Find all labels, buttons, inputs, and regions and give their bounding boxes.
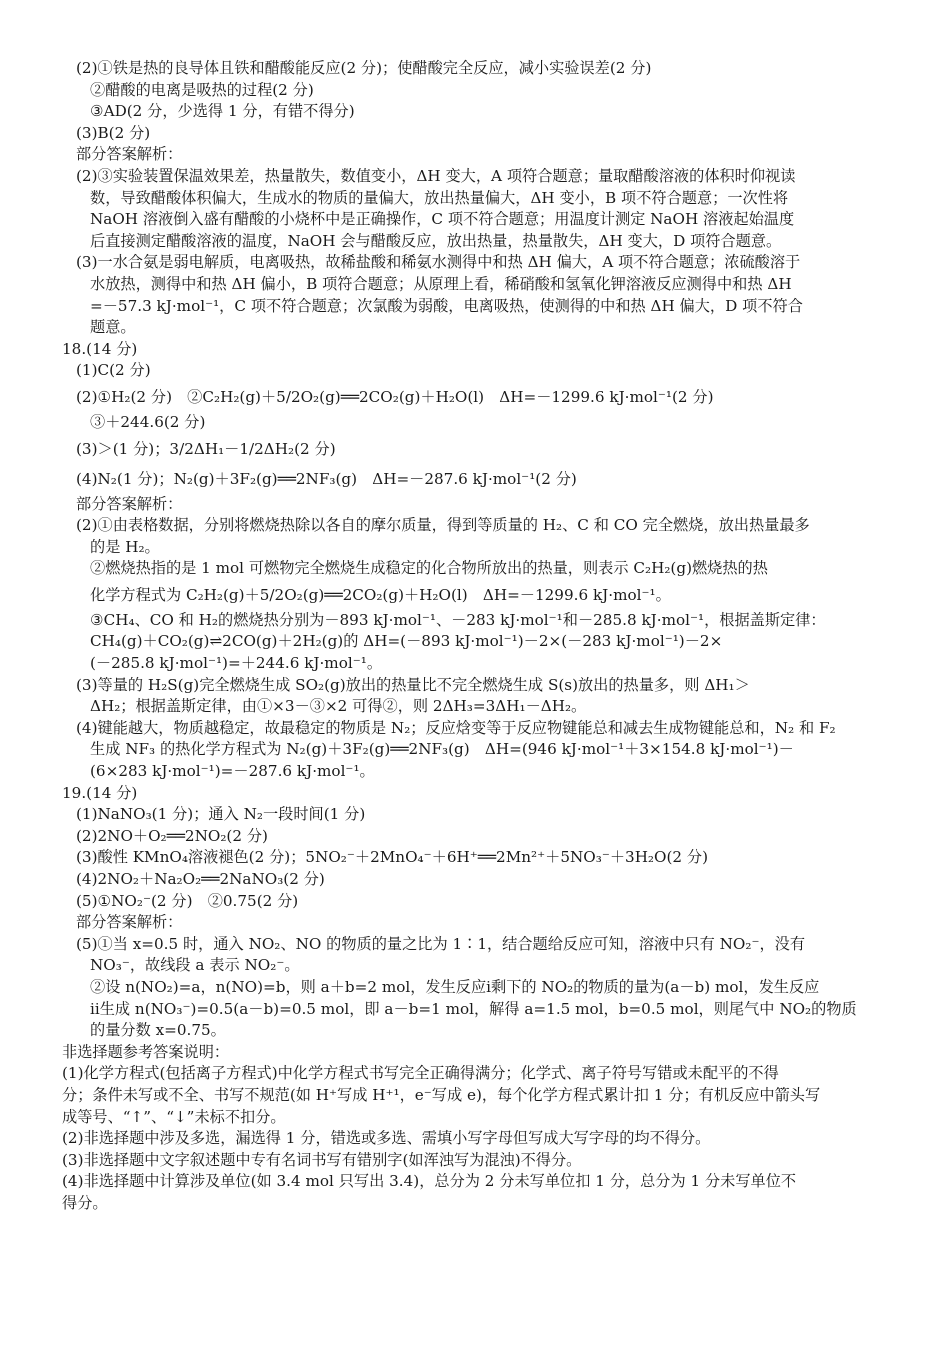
text-line: 部分答案解析： xyxy=(76,145,183,164)
text-line: 数，导致醋酸体积偏大，生成水的物质的量偏大，放出热量偏大，ΔH 变小，B 项不符合题意；一次性将 xyxy=(90,188,789,207)
text-line: ③＋244.6(2 分) xyxy=(90,412,206,431)
text-line: (5)①当 x=0.5 时，通入 NO₂、NO 的物质的量之比为 1∶1，结合题给反应可知，溶液中只有 NO₂⁻，没有 xyxy=(76,934,806,953)
text-line: 部分答案解析： xyxy=(76,494,183,513)
text-line: (3)非选择题中文字叙述题中专有名词书写有错别字(如浑浊写为混浊)不得分。 xyxy=(62,1150,582,1169)
text-line: 的是 H₂。 xyxy=(90,537,160,556)
text-line: 分；条件未写或不全、书写不规范(如 H⁺写成 H⁺¹，e⁻写成 e)，每个化学方程式累计扣 1 分；有机反应中箭头写 xyxy=(62,1085,821,1104)
text-line: (4)键能越大，物质越稳定，故最稳定的物质是 N₂；反应焓变等于反应物键能总和减去生成物键能总和，N₂ 和 F₂ xyxy=(76,718,836,737)
text-line: (3)等量的 H₂S(g)完全燃烧生成 SO₂(g)放出的热量比不完全燃烧生成 S(s)放出的热量多，则 ΔH₁＞ xyxy=(76,675,750,694)
text-line: (4)2NO₂＋Na₂O₂══2NaNO₃(2 分) xyxy=(76,870,325,888)
text-line: (2)非选择题中涉及多选，漏选得 1 分，错选或多选、需填小写字母但写成大写字母的均不得分。 xyxy=(62,1129,711,1148)
text-line: 生成 NF₃ 的热化学方程式为 N₂(g)＋3F₂(g)══2NF₃(g) ΔH=(946 kJ·mol⁻¹＋3×154.8 kJ·mol⁻¹)－ xyxy=(90,740,794,759)
text-line: (6×283 kJ·mol⁻¹)=－287.6 kJ·mol⁻¹。 xyxy=(90,762,375,781)
text-line: 化学方程式为 C₂H₂(g)＋5/2O₂(g)══2CO₂(g)＋H₂O(l) ΔH=－1299.6 kJ·mol⁻¹。 xyxy=(90,585,671,604)
text-line: 后直接测定醋酸溶液的温度，NaOH 会与醋酸反应，放出热量，热量散失，ΔH 变大，D 项符合题意。 xyxy=(90,231,782,250)
text-line: ②醋酸的电离是吸热的过程(2 分) xyxy=(90,80,314,99)
text-line: 成等号、“↑”、“↓”未标不扣分。 xyxy=(62,1107,286,1126)
text-line: (－285.8 kJ·mol⁻¹)=＋244.6 kJ·mol⁻¹。 xyxy=(90,654,383,673)
text-line: ②设 n(NO₂)=a，n(NO)=b，则 a＋b=2 mol，发生反应ⅰ剩下的 NO₂的物质的量为(a－b) mol，发生反应 xyxy=(90,977,820,996)
text-line: (4)非选择题中计算涉及单位(如 3.4 mol 只写出 3.4)，总分为 2 分未写单位扣 1 分，总分为 1 分未写单位不 xyxy=(62,1172,797,1191)
text-line: (2)①铁是热的良导体且铁和醋酸能反应(2 分)；使醋酸完全反应，减小实验误差(2 分) xyxy=(76,59,652,77)
text-line: (4)N₂(1 分)；N₂(g)＋3F₂(g)══2NF₃(g) ΔH=－287.6 kJ·mol⁻¹(2 分) xyxy=(76,469,577,488)
text-line: 得分。 xyxy=(62,1193,108,1212)
text-line: (3)＞(1 分)；3/2ΔH₁－1/2ΔH₂(2 分) xyxy=(76,439,336,458)
text-line: ΔH₂；根据盖斯定律，由①×3－③×2 可得②，则 2ΔH₃=3ΔH₁－ΔH₂。 xyxy=(90,697,587,716)
text-line: ③AD(2 分，少选得 1 分，有错不得分) xyxy=(90,102,355,121)
text-line: 水放热，测得中和热 ΔH 偏小，B 项符合题意；从原理上看，稀硝酸和氢氧化钾溶液反应测得中和热 ΔH xyxy=(90,274,792,293)
text-line: 部分答案解析： xyxy=(76,913,183,932)
text-line: (1)NaNO₃(1 分)；通入 N₂一段时间(1 分) xyxy=(76,805,366,824)
text-line: NO₃⁻，故线段 a 表示 NO₂⁻。 xyxy=(90,956,300,975)
text-line: 18.(14 分) xyxy=(62,339,138,358)
text-line: ②燃烧热指的是 1 mol 可燃物完全燃烧生成稳定的化合物所放出的热量，则表示 C₂H₂(g)燃烧热的热 xyxy=(90,559,768,578)
text-line: (3)B(2 分) xyxy=(76,123,151,142)
text-line: 非选择题参考答案说明： xyxy=(62,1042,230,1061)
text-line: (2)①由表格数据，分别将燃烧热除以各自的摩尔质量，得到等质量的 H₂、C 和 CO 完全燃烧，放出热量最多 xyxy=(76,516,810,535)
text-line: (2)③实验装置保温效果差，热量散失，数值变小，ΔH 变大，A 项符合题意；量取醋酸溶液的体积时仰视读 xyxy=(76,166,796,185)
text-line: (3)一水合氨是弱电解质，电离吸热，故稀盐酸和稀氨水测得中和热 ΔH 偏大，A 项不符合题意；浓硫酸溶于 xyxy=(76,253,801,272)
text-line: 的量分数 x=0.75。 xyxy=(90,1021,226,1040)
text-line: =－57.3 kJ·mol⁻¹，C 项不符合题意；次氯酸为弱酸，电离吸热，使测得的中和热 ΔH 偏大，D 项不符合 xyxy=(90,296,803,315)
text-line: (1)C(2 分) xyxy=(76,361,151,380)
text-line: (5)①NO₂⁻(2 分) ②0.75(2 分) xyxy=(76,891,299,910)
text-line: 19.(14 分) xyxy=(62,783,138,802)
text-line: ③CH₄、CO 和 H₂的燃烧热分别为－893 kJ·mol⁻¹、－283 kJ·mol⁻¹和－285.8 kJ·mol⁻¹，根据盖斯定律： xyxy=(90,610,826,629)
text-line: (3)酸性 KMnO₄溶液褪色(2 分)；5NO₂⁻＋2MnO₄⁻＋6H⁺══2Mn²⁺＋5NO₃⁻＋3H₂O(2 分) xyxy=(76,848,709,867)
text-line: (1)化学方程式(包括离子方程式)中化学方程式书写完全正确得满分；化学式、离子符号写错或未配平的不得 xyxy=(62,1064,779,1083)
text-line: CH₄(g)＋CO₂(g)⇌2CO(g)＋2H₂(g)的 ΔH=(－893 kJ·mol⁻¹)－2×(－283 kJ·mol⁻¹)－2× xyxy=(90,632,723,651)
text-line: 题意。 xyxy=(90,318,136,337)
text-line: (2)2NO＋O₂══2NO₂(2 分) xyxy=(76,826,268,845)
text-line: NaOH 溶液倒入盛有醋酸的小烧杯中是正确操作，C 项不符合题意；用温度计测定 NaOH 溶液起始温度 xyxy=(90,210,795,229)
text-line: ⅱ生成 n(NO₃⁻)=0.5(a－b)=0.5 mol，即 a－b=1 mol，解得 a=1.5 mol，b=0.5 mol，则尾气中 NO₂的物质 xyxy=(90,999,857,1018)
text-line: (2)①H₂(2 分) ②C₂H₂(g)＋5/2O₂(g)══2CO₂(g)＋H₂O(l) ΔH=－1299.6 kJ·mol⁻¹(2 分) xyxy=(76,387,714,406)
